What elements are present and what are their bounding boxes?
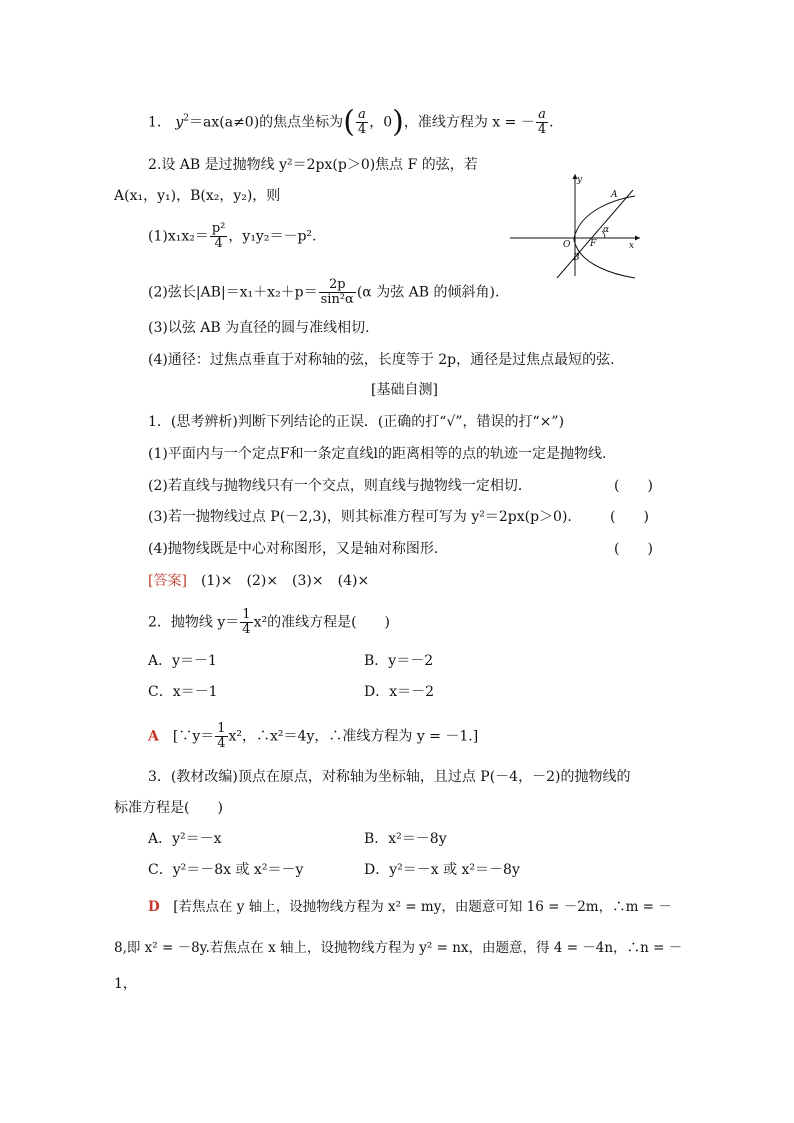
item-number: 1． — [148, 114, 171, 131]
answer-key: D — [148, 899, 160, 915]
q1-statement-1: (1)平面内与一个定点F和一条定直线l的距离相等的点的轨迹一定是抛物线. — [148, 446, 607, 462]
q1-blank-4: ( ) — [614, 541, 653, 557]
q1-statement-2: (2)若直线与抛物线只有一个交点，则直线与抛物线一定相切． — [148, 478, 532, 494]
q3-option-d: D．y²＝－x 或 x²＝－8y — [364, 862, 520, 878]
directrix-fraction: $\frac{a}{4}$ — [537, 107, 547, 137]
focus-fraction: $\frac{a}{4}$ — [357, 107, 367, 137]
focus-formula-line: 1． $y^2=ax(a\ne 0)$的焦点坐标为( $\frac{a}{4}$ ，0)，准线方程为 x = － $\frac{a}{4}$ . — [148, 104, 554, 140]
q3-option-b: B．x²＝－8y — [364, 831, 447, 847]
parabola-figure — [505, 168, 655, 280]
q3-option-a: A．y²＝－x — [148, 831, 222, 847]
q1-statement-4: (4)抛物线既是中心对称图形，又是轴对称图形． — [148, 541, 448, 557]
q3-solution-line1: D [若焦点在 y 轴上，设抛物线方程为 x² = my，由题意可知 16 = －2m，∴m = － — [148, 899, 672, 915]
label-point-a: A — [611, 190, 618, 200]
circle-tangent-property: (3)以弦 AB 为直径的圆与准线相切. — [148, 320, 370, 336]
label-alpha: α — [603, 225, 610, 235]
answer-key: A — [148, 728, 159, 745]
q2-option-b: B．y＝－2 — [364, 653, 434, 669]
q1-blank-2: ( ) — [614, 478, 653, 494]
label-y: y — [577, 175, 583, 185]
q2-stem: 2．抛物线 y＝ $\frac{1}{4}$ x²的准线方程是( ) — [148, 607, 390, 637]
directrix-text: ，准线方程为 x = － — [403, 114, 535, 131]
q3-solution-line2: 8,即 x² = －8y.若焦点在 x 轴上，设抛物线方程为 y² = nx，由题意，得 4 = －4n，∴n = － — [114, 940, 683, 956]
q1-blank-3: ( ) — [610, 509, 649, 525]
q3-stem-line1: 3．(教材改编)顶点在原点，对称轴为坐标轴，且过点 P(－4，－2)的抛物线的 — [148, 769, 631, 785]
latus-rectum-property: (4)通径：过焦点垂直于对称轴的弦，长度等于 2p，通径是过焦点最短的弦. — [148, 352, 615, 368]
focal-chord-intro: 2.设 AB 是过抛物线 y²＝2px(p＞0)焦点 F 的弦，若 — [148, 157, 478, 173]
section-heading: [基础自测] — [371, 382, 438, 398]
answer-label: [答案] — [148, 573, 187, 589]
q2-option-d: D．x＝－2 — [364, 684, 435, 700]
label-focus: F — [590, 239, 597, 249]
q1-statement-3: (3)若一抛物线过点 P(－2,3)，则其标准方程可写为 y²＝2px(p＞0)． — [148, 509, 582, 525]
q3-solution-line3: 1， — [114, 976, 137, 992]
q2-option-c: C．x＝－1 — [148, 684, 218, 700]
label-x: x — [629, 241, 635, 251]
label-point-b: B — [573, 253, 580, 263]
product-formula: (1)x₁x₂＝ $\frac{\text{p²}}{4}$ ，y₁y₂＝－p². — [148, 221, 317, 251]
equation-var: y — [175, 114, 184, 131]
focal-chord-points: A(x₁，y₁)，B(x₂，y₂)，则 — [114, 188, 281, 204]
parabola-curve — [574, 196, 635, 278]
q3-stem-line2: 标准方程是( ) — [114, 800, 223, 816]
q2-solution: A [∵y＝ $\frac{1}{4}$ x²，∴x²＝4y，∴准线方程为 y = －1.] — [148, 721, 479, 751]
q2-option-a: A．y＝－1 — [148, 653, 217, 669]
equation-text: ＝ax(a≠0)的焦点坐标为 — [189, 114, 344, 131]
answer-values: (1)× (2)× (3)× (4)× — [200, 573, 370, 589]
chord-length-formula: (2)弦长|AB|＝x₁＋x₂＋p＝ $\frac{2p}{\text{sin²α}}$ (α 为弦 AB 的倾斜角). — [148, 277, 500, 307]
q3-option-c: C．y²＝－8x 或 x²＝－y — [148, 862, 304, 878]
q1-answer — [148, 571, 369, 591]
label-origin: O — [563, 240, 571, 250]
q1-stem: 1．(思考辨析)判断下列结论的正误．(正确的打“√”，错误的打“×”) — [148, 414, 565, 430]
